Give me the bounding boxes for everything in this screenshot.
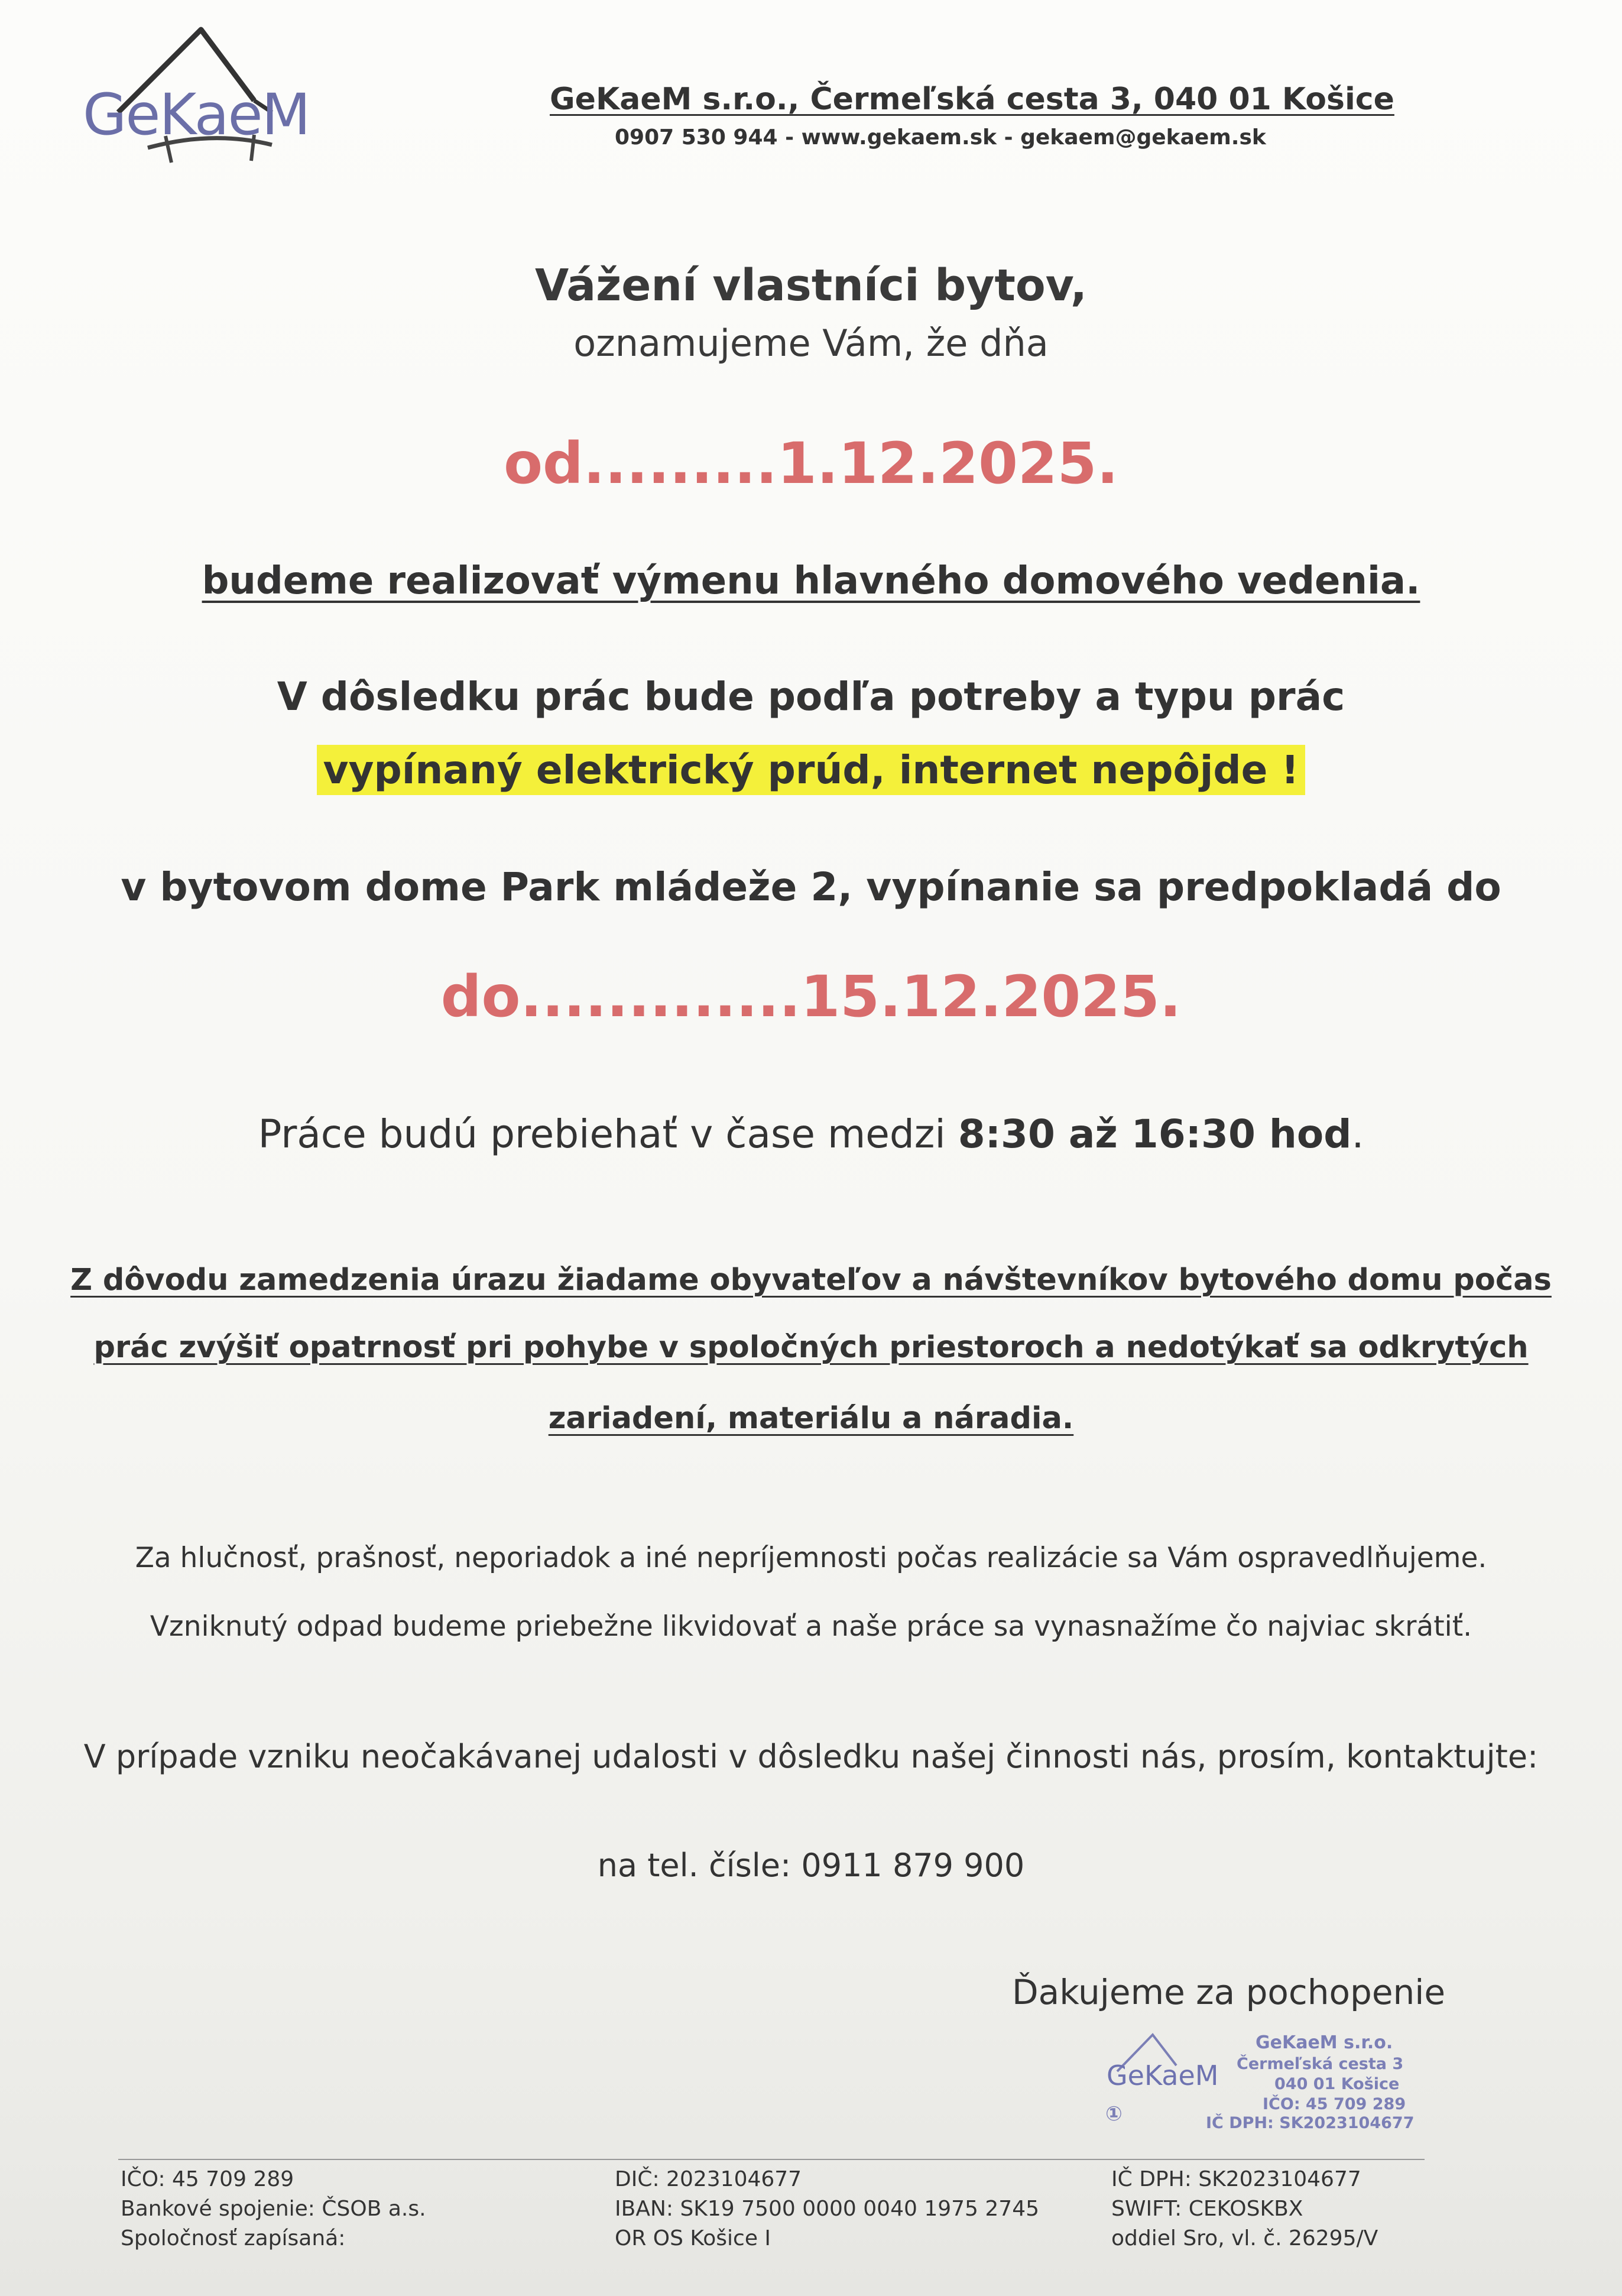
consequence-text: V dôsledku prác bude podľa potreby a typu prác bbox=[277, 674, 1345, 719]
announcement: oznamujeme Vám, že dňa bbox=[573, 322, 1049, 365]
stamp-ic-dph: IČ DPH: SK2023104677 bbox=[1206, 2114, 1415, 2132]
footer-section: oddiel Sro, vl. č. 26295/V bbox=[1111, 2226, 1378, 2250]
date-from: od.........1.12.2025. bbox=[504, 430, 1118, 497]
work-description-text: budeme realizovať výmenu hlavného domového vedenia. bbox=[202, 559, 1420, 603]
footer-ic-dph: IČ DPH: SK2023104677 bbox=[1111, 2167, 1361, 2191]
stamp-street: Čermeľská cesta 3 bbox=[1237, 2055, 1404, 2073]
hours-prefix: Práce budú prebiehať v čase medzi bbox=[258, 1111, 958, 1157]
footer-registered: Spoločnosť zapísaná: bbox=[121, 2226, 346, 2250]
greeting: Vážení vlastníci bytov, bbox=[535, 260, 1087, 311]
logo-text: GeKaeM bbox=[83, 82, 310, 148]
footer-bank: Bankové spojenie: ČSOB a.s. bbox=[121, 2197, 426, 2221]
stamp-ico: IČO: 45 709 289 bbox=[1263, 2095, 1406, 2113]
contact-phone: na tel. čísle: 0911 879 900 bbox=[597, 1847, 1025, 1884]
working-hours bbox=[0, 1111, 1622, 1157]
apology-text: Za hlučnosť, prašnosť, neporiadok a iné nepríjemnosti počas realizácie sa Vám ospravedlňujeme. bbox=[135, 1542, 1487, 1574]
contact-intro: V prípade vzniku neočakávanej udalosti v dôsledku našej činnosti nás, prosím, kontaktujte: bbox=[83, 1738, 1539, 1775]
safety-warning-line-2 bbox=[0, 1330, 1622, 1365]
date-to-prefix: do............. bbox=[440, 964, 801, 1030]
company-logo bbox=[77, 24, 325, 166]
header-contact: 0907 530 944 - www.gekaem.sk - gekaem@gekaem.sk bbox=[615, 125, 1266, 150]
stamp-logo-text: GeKaeM bbox=[1107, 2060, 1219, 2091]
footer-iban: IBAN: SK19 7500 0000 0040 1975 2745 bbox=[615, 2197, 1040, 2221]
header-address: GeKaeM s.r.o., Čermeľská cesta 3, 040 01 Košice bbox=[550, 82, 1394, 117]
footer-dic: DIČ: 2023104677 bbox=[615, 2167, 802, 2191]
waste-text: Vzniknutý odpad budeme priebežne likvidovať a naše práce sa vynasnažíme čo najviac skrátiť. bbox=[150, 1610, 1472, 1643]
stamp-company: GeKaeM s.r.o. bbox=[1256, 2032, 1393, 2053]
safety-warning-text-2: prác zvýšiť opatrnosť pri pohybe v spoločných priestoroch a nedotýkať sa odkrytých bbox=[93, 1330, 1529, 1365]
building-text: v bytovom dome Park mládeže 2, vypínanie sa predpokladá do bbox=[121, 864, 1501, 910]
outage-notice bbox=[0, 747, 1622, 793]
safety-warning-text-3: zariadení, materiálu a náradia. bbox=[548, 1401, 1074, 1436]
date-to bbox=[0, 964, 1622, 1030]
safety-warning-line-3 bbox=[0, 1401, 1622, 1436]
safety-warning-text-1: Z dôvodu zamedzenia úrazu žiadame obyvateľov a návštevníkov bytového domu počas bbox=[70, 1263, 1552, 1298]
stamp-mark: ① bbox=[1105, 2102, 1123, 2126]
footer-court: OR OS Košice I bbox=[615, 2226, 771, 2250]
footer-swift: SWIFT: CEKOSKBX bbox=[1111, 2197, 1303, 2221]
date-to-value: 15.12.2025. bbox=[800, 964, 1182, 1030]
company-stamp bbox=[1099, 2022, 1415, 2152]
safety-warning-line-1 bbox=[0, 1263, 1622, 1298]
footer-divider bbox=[118, 2159, 1425, 2160]
work-description bbox=[0, 559, 1622, 603]
outage-highlight: vypínaný elektrický prúd, internet nepôjde ! bbox=[317, 745, 1305, 795]
thanks-text: Ďakujeme za pochopenie bbox=[1012, 1972, 1446, 2012]
stamp-city: 040 01 Košice bbox=[1274, 2075, 1400, 2093]
hours-suffix: . bbox=[1351, 1111, 1364, 1157]
footer-ico: IČO: 45 709 289 bbox=[121, 2167, 294, 2191]
hours-value: 8:30 až 16:30 hod bbox=[958, 1111, 1352, 1157]
